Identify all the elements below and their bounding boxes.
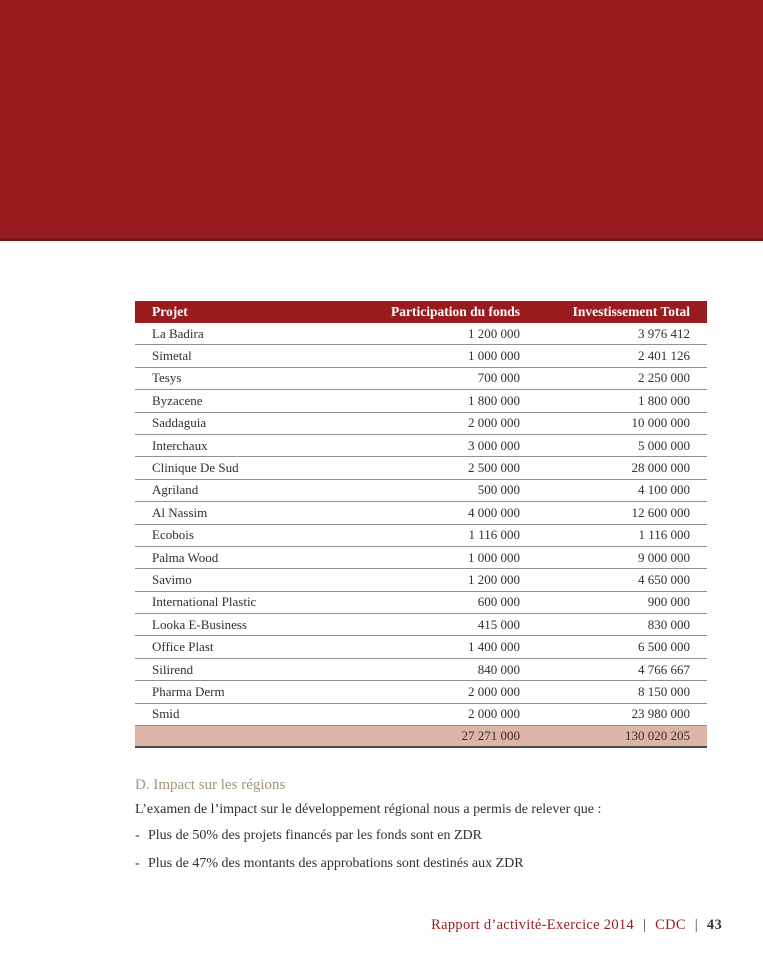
project-name-cell: Office Plast [152, 639, 214, 655]
investissement-cell: 28 000 000 [631, 460, 690, 476]
participation-cell: 3 000 000 [468, 437, 520, 453]
participation-cell: 2 000 000 [468, 706, 520, 722]
investissement-cell: 10 000 000 [631, 415, 690, 431]
table-total-row [135, 726, 707, 748]
project-name-cell: Simetal [152, 348, 192, 364]
table-row [135, 345, 707, 367]
table-row [135, 435, 707, 457]
page-footer [431, 917, 722, 934]
project-name-cell: Tesys [152, 370, 182, 386]
header-banner [0, 0, 763, 241]
participation-cell: 1 200 000 [468, 325, 520, 341]
project-name-cell: Looka E-Business [152, 616, 247, 632]
project-name-cell: Saddaguia [152, 415, 207, 431]
participation-cell: 840 000 [477, 661, 520, 677]
investissement-cell: 3 976 412 [638, 325, 690, 341]
footer-page-number: 43 [706, 917, 722, 933]
project-name-cell: Silirend [152, 661, 194, 677]
table-body [135, 323, 707, 726]
investissement-cell: 4 650 000 [638, 571, 690, 587]
project-name-cell: Clinique De Sud [152, 460, 239, 476]
table-row [135, 368, 707, 390]
participation-cell: 1 400 000 [468, 639, 520, 655]
footer-separator: | [694, 917, 698, 933]
project-name-cell: Byzacene [152, 392, 203, 408]
investissement-cell: 830 000 [647, 616, 690, 632]
bullet-text: Plus de 47% des montants des approbations sont destinés aux ZDR [148, 855, 524, 871]
bullet-item [135, 856, 725, 873]
participation-cell: 500 000 [477, 482, 520, 498]
table-row [135, 457, 707, 479]
section-intro-text: L’examen de l’impact sur le développement régional nous a permis de relever que : [135, 802, 602, 817]
table-row [135, 525, 707, 547]
participation-cell: 2 500 000 [468, 460, 520, 476]
section-heading: D. Impact sur les régions [135, 777, 286, 793]
bullet-text: Plus de 50% des projets financés par les fonds sont en ZDR [148, 827, 482, 843]
table-row [135, 323, 707, 345]
project-name-cell: Al Nassim [152, 504, 208, 520]
investissement-cell: 1 800 000 [638, 392, 690, 408]
project-name-cell: Ecobois [152, 527, 194, 543]
project-name-cell: Palma Wood [152, 549, 219, 565]
participation-cell: 1 800 000 [468, 392, 520, 408]
investissement-cell: 2 401 126 [638, 348, 690, 364]
table-row [135, 547, 707, 569]
total-participation-cell: 27 271 000 [461, 728, 520, 744]
table-row [135, 502, 707, 524]
table-row [135, 592, 707, 614]
table-row [135, 569, 707, 591]
investissement-cell: 900 000 [647, 594, 690, 610]
table-row [135, 636, 707, 658]
project-name-cell: Smid [152, 706, 180, 722]
project-name-cell: International Plastic [152, 594, 257, 610]
participation-cell: 1 000 000 [468, 348, 520, 364]
investissement-cell: 6 500 000 [638, 639, 690, 655]
bullet-dash: - [135, 827, 140, 843]
table-row [135, 704, 707, 726]
project-name-cell: Savimo [152, 571, 192, 587]
project-name-cell: La Badira [152, 325, 204, 341]
participation-cell: 2 000 000 [468, 415, 520, 431]
table-row [135, 480, 707, 502]
column-header-participation: Participation du fonds [390, 304, 520, 319]
participation-cell: 1 000 000 [468, 549, 520, 565]
table-row [135, 390, 707, 412]
participation-cell: 600 000 [477, 594, 520, 610]
investissement-cell: 4 766 667 [638, 661, 690, 677]
investissement-cell: 4 100 000 [638, 482, 690, 498]
projects-financing-table [135, 301, 707, 748]
footer-org: CDC [655, 917, 686, 933]
investissement-cell: 1 116 000 [638, 527, 690, 543]
table-row [135, 681, 707, 703]
table-header-row [135, 301, 707, 323]
column-header-projet: Projet [152, 304, 188, 319]
investissement-cell: 12 600 000 [631, 504, 690, 520]
participation-cell: 4 000 000 [468, 504, 520, 520]
investissement-cell: 23 980 000 [631, 706, 690, 722]
bullet-item [135, 828, 725, 845]
column-header-investissement: Investissement Total [572, 304, 690, 319]
bullet-dash: - [135, 855, 140, 871]
table-row [135, 614, 707, 636]
investissement-cell: 8 150 000 [638, 683, 690, 699]
table-row [135, 413, 707, 435]
participation-cell: 415 000 [477, 616, 520, 632]
participation-cell: 700 000 [477, 370, 520, 386]
participation-cell: 1 200 000 [468, 571, 520, 587]
investissement-cell: 2 250 000 [638, 370, 690, 386]
impact-regions-section [135, 776, 725, 883]
footer-separator: | [642, 917, 647, 933]
project-name-cell: Interchaux [152, 437, 208, 453]
project-name-cell: Agriland [152, 482, 199, 498]
project-name-cell: Pharma Derm [152, 683, 225, 699]
participation-cell: 1 116 000 [468, 527, 520, 543]
footer-report-title: Rapport d’activité-Exercice 2014 [431, 917, 635, 933]
total-investissement-cell: 130 020 205 [625, 728, 690, 744]
investissement-cell: 9 000 000 [638, 549, 690, 565]
table-row [135, 659, 707, 681]
investissement-cell: 5 000 000 [638, 437, 690, 453]
participation-cell: 2 000 000 [468, 683, 520, 699]
